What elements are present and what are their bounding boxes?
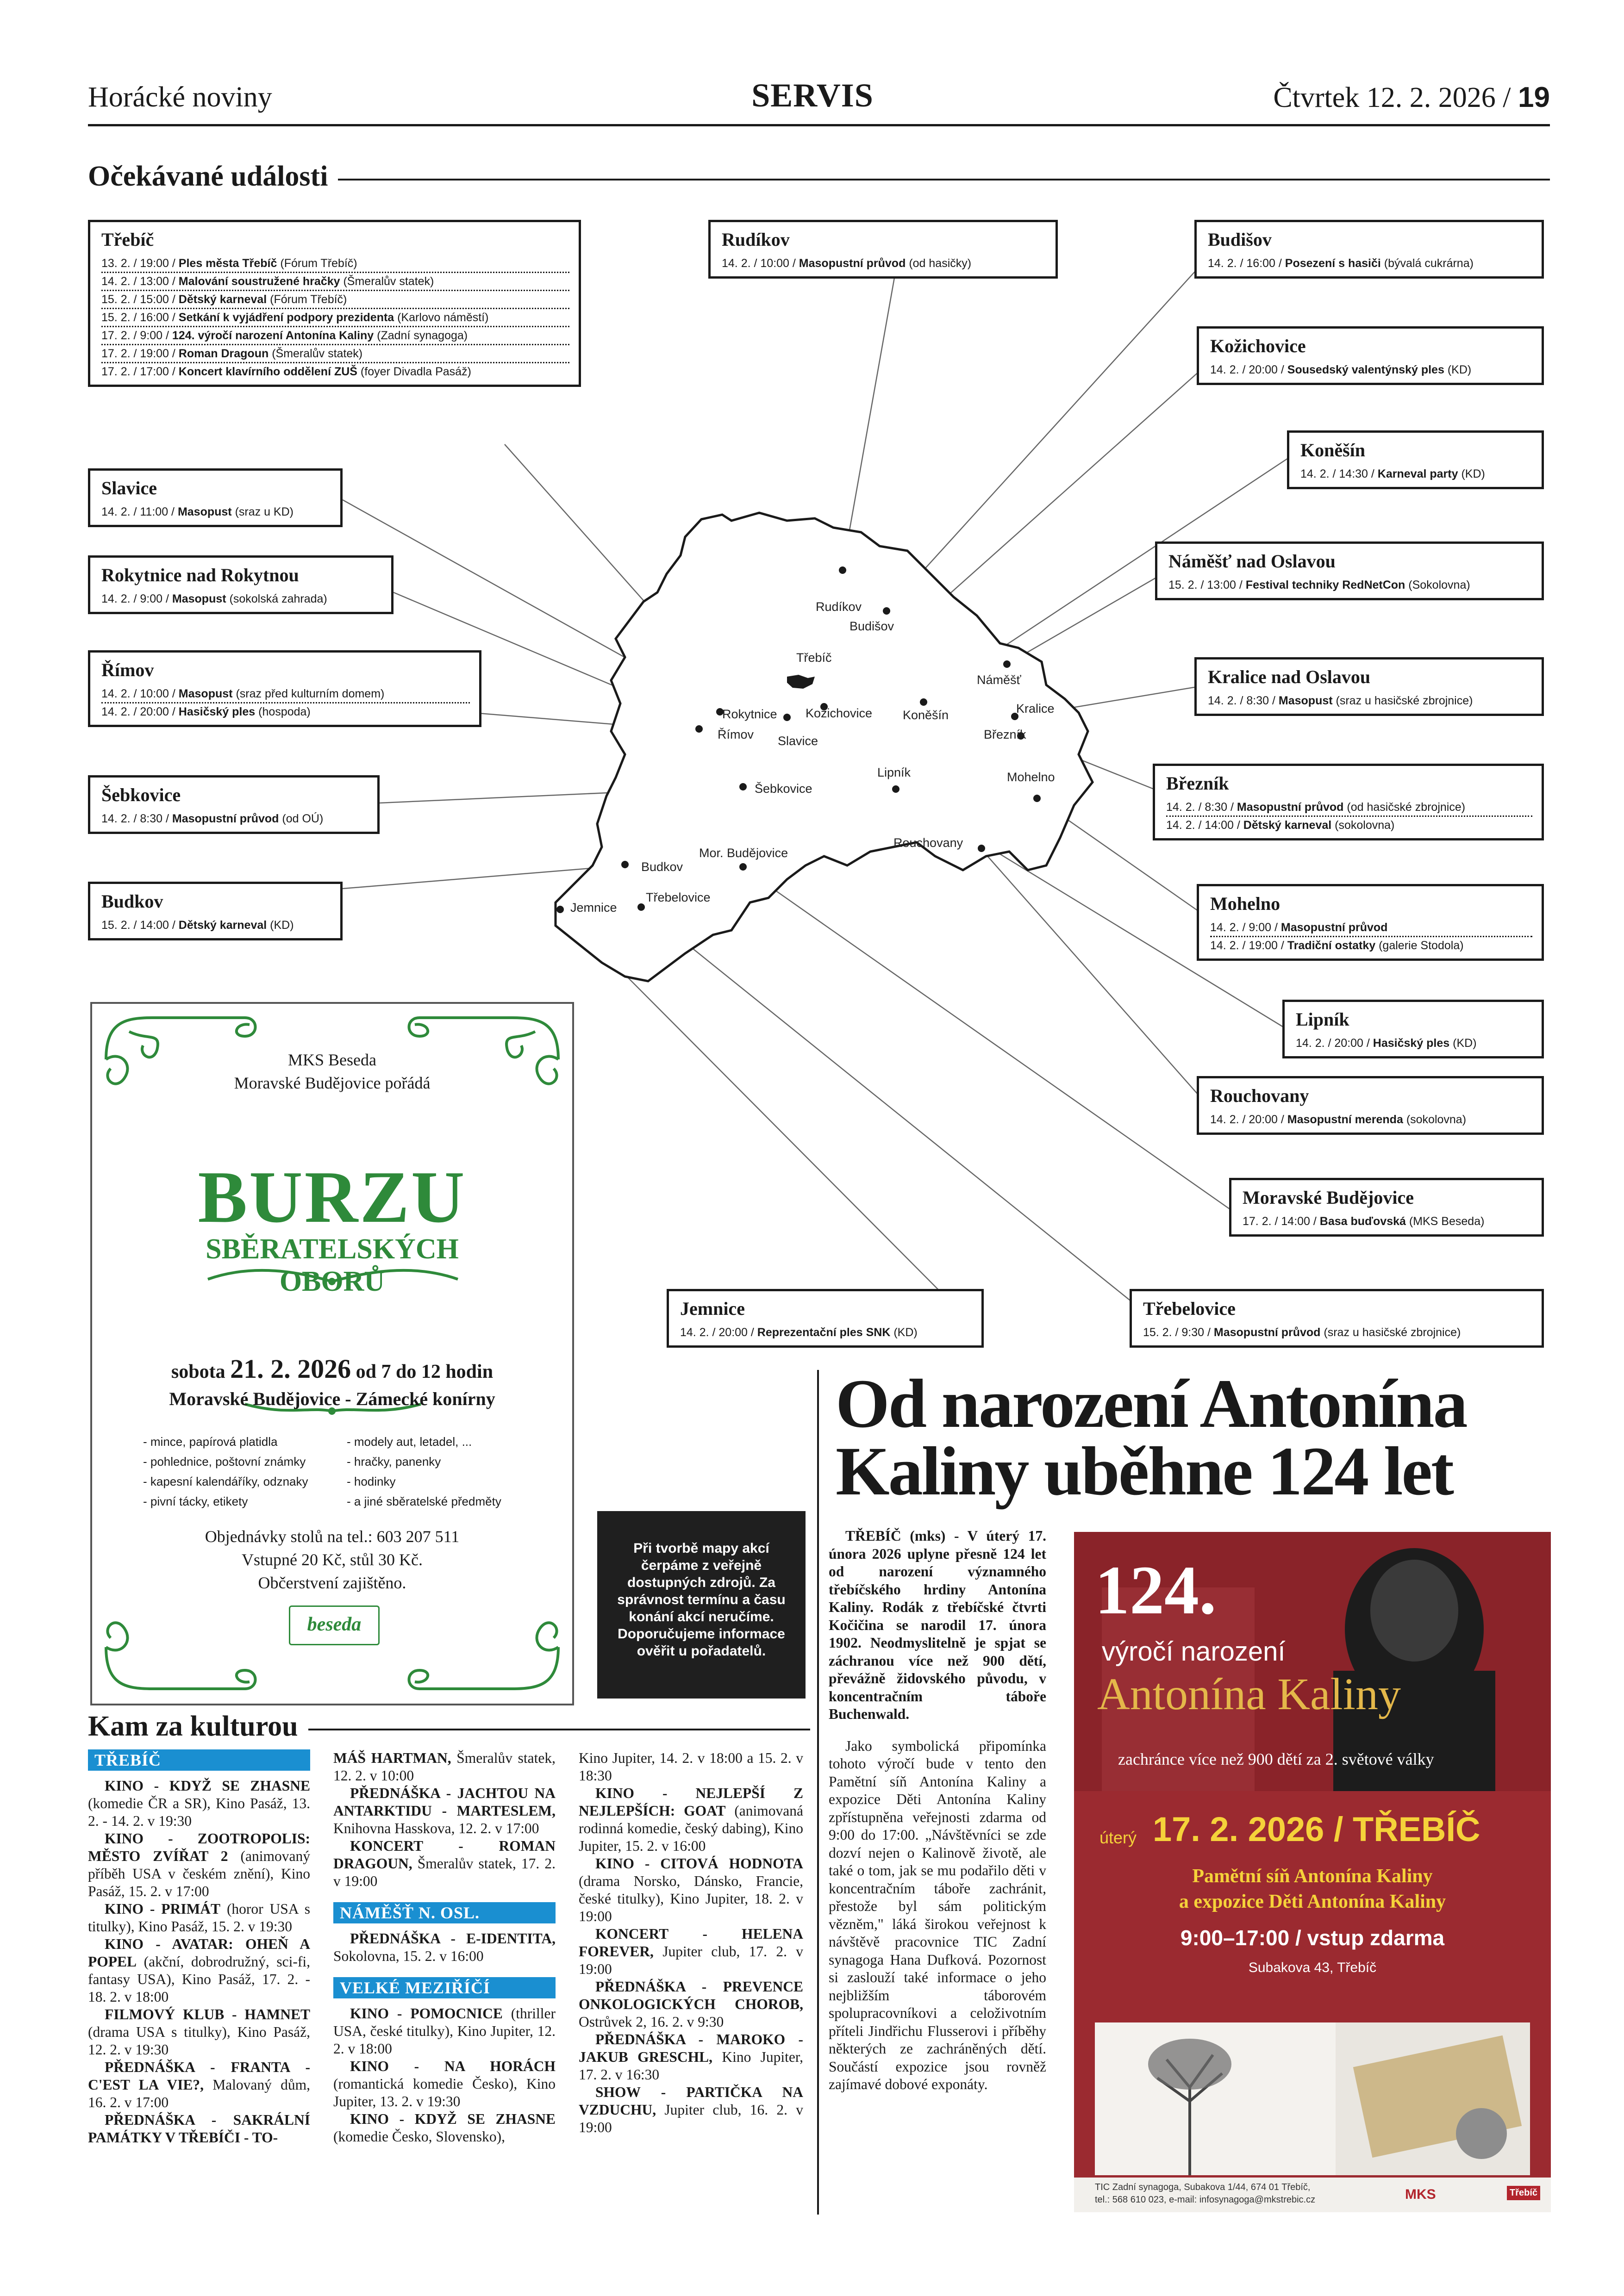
article-divider	[817, 1370, 819, 2215]
event-item: 17. 2. / 19:00 / Roman Dragoun (Šmeralův statek)	[101, 345, 569, 363]
region-outline	[556, 513, 1093, 981]
dot-konesin	[920, 698, 927, 706]
map-label-trebelovice: Třebelovice	[646, 890, 711, 904]
event-box-lipnik	[1282, 1000, 1544, 1058]
event-item: 14. 2. / 11:00 / Masopust (sraz u KD)	[101, 505, 294, 518]
event-box-morbud	[1229, 1178, 1544, 1237]
event-box-kozichovice	[1197, 326, 1544, 385]
ad-time: od 7 do 12 hodin	[356, 1361, 493, 1382]
event-box-trebelovice	[1130, 1289, 1544, 1348]
culture-heading: Kam za kulturou	[88, 1710, 308, 1743]
ad-items-left	[143, 1432, 308, 1512]
poster-day: úterý	[1099, 1828, 1137, 1847]
map-disclaimer: Při tvorbě mapy akcí čerpáme z veřejně dostupných zdrojů. Za správnost termínu a času konání akcí neručíme. Doporučujeme informace ověřit u pořadatelů.	[597, 1511, 806, 1699]
event-item: 17. 2. / 9:00 / 124. výročí narození Antonína Kaliny (Zadní synagoga)	[101, 327, 569, 345]
listing-item: KONCERT - ROMAN DRAGOUN, Šmeralův statek, 17. 2. v 19:00	[333, 1838, 556, 1889]
listing-item: KINO - KDYŽ SE ZHASNE (komedie ČR a SR), Kino Pasáž, 13. 2. - 14. 2. v 19:30	[88, 1778, 310, 1829]
event-box-rudikov	[708, 220, 1058, 279]
poster-sub1: Pamětní síň Antonína Kaliny	[1192, 1866, 1433, 1887]
map-label-lipnik: Lipník	[877, 765, 911, 779]
poster-number: 124.	[1095, 1552, 1217, 1629]
town-name: Jemnice	[680, 1298, 745, 1319]
event-box-slavice	[88, 468, 343, 527]
poster-sub2: a expozice Děti Antonína Kaliny	[1179, 1891, 1446, 1912]
burza-advertisement	[90, 1002, 574, 1705]
ad-item: - mince, papírová platidla	[143, 1435, 278, 1449]
event-item: 14. 2. / 20:00 / Masopustní merenda (sokolovna)	[1210, 1113, 1467, 1126]
listing-item: KINO - POMOCNICE (thriller USA, české titulky), Kino Jupiter, 12. 2. v 18:00	[333, 2005, 556, 2057]
town-name: Březník	[1166, 773, 1229, 794]
ad-item: - kapesní kalendáříky, odznaky	[143, 1475, 308, 1488]
map-label-namest: Náměšť	[977, 673, 1021, 687]
listing-item: PŘEDNÁŠKA - FRANTA - C'EST LA VIE?, Malovaný dům, 16. 2. v 17:00	[88, 2059, 310, 2110]
map-label-rudikov: Rudíkov	[816, 600, 862, 614]
event-item: 17. 2. / 14:00 / Basa buďovská (MKS Beseda)	[1243, 1215, 1485, 1228]
town-name: Náměšť nad Oslavou	[1168, 551, 1336, 572]
mks-logo: MKS	[1405, 2187, 1436, 2202]
town-name: Moravské Budějovice	[1243, 1187, 1414, 1208]
listing-item: KINO - NEJLEPŠÍ Z NEJLEPŠÍCH: GOAT (animovaná rodinná komedie, český dabing), Kino Jupiter, 15. 2. v 16:00	[579, 1785, 803, 1854]
town-name: Budišov	[1208, 229, 1272, 250]
event-box-rokytnice	[88, 555, 394, 614]
poster-footer2: tel.: 568 610 023, e-mail: infosynagoga@mkstrebic.cz	[1095, 2195, 1316, 2205]
ad-date: 21. 2. 2026	[230, 1354, 351, 1384]
listing-item: KINO - CITOVÁ HODNOTA (drama Norsko, Dánsko, Francie, české titulky), Kino Jupiter, 18. 2. v 19:00	[579, 1855, 803, 1924]
event-box-trebic	[88, 220, 581, 387]
map-label-budkov: Budkov	[641, 860, 683, 874]
event-box-rimov	[88, 650, 481, 727]
ad-date-prefix: sobota	[171, 1361, 225, 1382]
listing-item: KINO - AVATAR: OHEŇ A POPEL (akční, dobrodružný, sci-fi, fantasy USA), Kino Pasáž, 17. 2. - 18. 2. v 18:00	[88, 1936, 310, 2005]
dot-morbud	[739, 863, 747, 871]
date-text: Čtvrtek 12. 2. 2026 /	[1273, 82, 1511, 113]
event-box-budisov	[1194, 220, 1544, 279]
listing-item: Kino Jupiter, 14. 2. v 18:00 a 15. 2. v 18:30	[579, 1750, 803, 1784]
article-headline: Od narození Antonína Kaliny uběhne 124 let	[836, 1365, 1467, 1510]
listing-item: KINO - ZOOTROPOLIS: MĚSTO ZVÍŘAT 2 (animovaný příběh USA v českém znění), Kino Pasáž, 15. 2. v 17:00	[88, 1830, 310, 1899]
dot-lipnik	[892, 785, 899, 793]
listing-item: FILMOVÝ KLUB - HAMNET (drama USA s titulky), Kino Pasáž, 12. 2. v 19:30	[88, 2006, 310, 2058]
poster-hours: 9:00–17:00 / vstup zdarma	[1180, 1926, 1445, 1950]
ad-place: Moravské Budějovice - Zámecké konírny	[169, 1388, 495, 1409]
listing-item: PŘEDNÁŠKA - JACHTOU NA ANTARKTIDU - MARTESLEM, Knihovna Hasskova, 12. 2. v 17:00	[333, 1785, 556, 1836]
town-name: Kožichovice	[1210, 336, 1306, 356]
event-item: 14. 2. / 9:00 / Masopust (sokolská zahrada)	[101, 592, 327, 605]
listing-item: PŘEDNÁŠKA - MAROKO - JAKUB GRESCHL, Kino Jupiter, 17. 2. v 16:30	[579, 2031, 803, 2083]
ad-item: - a jiné sběratelské předměty	[347, 1494, 501, 1508]
event-item: 14. 2. / 16:00 / Posezení s hasiči (bývalá cukrárna)	[1208, 257, 1474, 270]
town-name: Kralice nad Oslavou	[1208, 666, 1371, 687]
event-item: 15. 2. / 13:00 / Festival techniky RedNetCon (Sokolovna)	[1168, 579, 1470, 591]
event-box-rouchovany	[1197, 1076, 1544, 1135]
event-box-konesin	[1287, 430, 1544, 489]
map-label-rimov: Římov	[718, 728, 754, 741]
town-name: Šebkovice	[101, 784, 181, 805]
culture-column-1	[88, 1749, 310, 2147]
town-name: Třebelovice	[1143, 1298, 1236, 1319]
ad-items-right	[347, 1432, 501, 1512]
event-item: 15. 2. / 9:30 / Masopustní průvod (sraz u hasičské zbrojnice)	[1143, 1326, 1461, 1339]
town-name: Třebíč	[101, 229, 154, 250]
dot-rimov	[695, 725, 703, 733]
kalina-anniversary-poster	[1074, 1532, 1551, 2212]
dot-budisov	[883, 607, 890, 615]
ad-title: BURZU	[198, 1156, 467, 1238]
trebic-logo: Třebíč	[1507, 2186, 1540, 2200]
ad-date-line	[92, 1353, 572, 1384]
map-label-jemnice: Jemnice	[570, 901, 617, 915]
poster-footer1: TIC Zadní synagoga, Subakova 1/44, 674 01 Třebíč,	[1095, 2182, 1311, 2192]
map-label-kralice: Kralice	[1016, 702, 1055, 716]
poster-line1: výročí narození	[1102, 1636, 1286, 1667]
event-item: 14. 2. / 8:30 / Masopust (sraz u hasičské zbrojnice)	[1208, 694, 1473, 707]
ad-organizer: MKS Beseda	[288, 1051, 376, 1069]
section-name: SERVIS	[751, 77, 874, 114]
poster-line3: zachránce více než 900 dětí za 2. světové války	[1118, 1750, 1434, 1768]
ad-item: - modely aut, letadel, ...	[347, 1435, 472, 1449]
map-label-kozichovice: Kožichovice	[806, 706, 873, 720]
ad-item: - hodinky	[347, 1475, 396, 1488]
event-item: 14. 2. / 19:00 / Tradiční ostatky (galerie Stodola)	[1210, 939, 1464, 952]
map-label-breznik: Březník	[984, 728, 1026, 741]
event-box-mohelno	[1197, 884, 1544, 961]
dot-sebkovice	[739, 783, 747, 790]
event-box-budkov	[88, 882, 343, 940]
newspaper-name: Horácké noviny	[88, 81, 272, 113]
listing-item: KINO - NA HORÁCH (romantická komedie Česko), Kino Jupiter, 13. 2. v 19:30	[333, 2058, 556, 2109]
town-name: Římov	[101, 660, 154, 680]
listing-item: KINO - PRIMÁT (horor USA s titulky), Kino Pasáž, 15. 2. v 19:30	[88, 1901, 310, 1935]
dot-rouchovany	[978, 845, 985, 852]
event-item: 15. 2. / 16:00 / Setkání k vyjádření podpory prezidenta (Karlovo náměstí)	[101, 309, 569, 327]
dot-trebelovice	[637, 903, 645, 911]
ad-price: Vstupné 20 Kč, stůl 30 Kč.	[242, 1550, 423, 1569]
listing-item: MÁŠ HARTMAN, Šmeralův statek, 12. 2. v 10:00	[333, 1750, 556, 1784]
event-item: 15. 2. / 14:00 / Dětský karneval (KD)	[101, 919, 294, 932]
listing-item: KINO - KDYŽ SE ZHASNE (komedie Česko, Slovensko),	[333, 2111, 556, 2145]
dot-mohelno	[1033, 795, 1041, 802]
town-name: Budkov	[101, 891, 163, 912]
listing-item: SHOW - PARTIČKA NA VZDUCHU, Jupiter club, 16. 2. v 19:00	[579, 2084, 803, 2135]
town-name: Mohelno	[1210, 893, 1280, 914]
map-label-morbud: Mor. Budějovice	[699, 846, 788, 860]
map-label-sebkovice: Šebkovice	[755, 782, 812, 796]
town-name: Slavice	[101, 478, 157, 498]
event-item: 14. 2. / 20:00 / Hasičský ples (KD)	[1296, 1037, 1477, 1050]
event-item: 17. 2. / 17:00 / Koncert klavírního oddělení ZUŠ (foyer Divadla Pasáž)	[101, 365, 471, 378]
event-box-kralice	[1194, 657, 1544, 716]
culture-column-2	[333, 1749, 556, 2146]
ad-organizer-line2: Moravské Budějovice pořádá	[234, 1074, 431, 1092]
article-paragraph: Jako symbolická připomínka tohoto výročí bude v tento den Pamětní síň Antonína Kaliny a expozice Děti Antonína Kaliny zpřístupněna veřejnosti zdarma od 9:00 do 17:00. „Návštěvníci se zde dozví nejen o Kalinově životě, ale také o tom, jak se mu podařilo děti v koncentračním táboře zachránit, přestože byl sám politickým vězněm," láká širokou veřejnost k návštěvě pracovnice TIC Zadní synagoga Hana Dufková. Pozornost si zaslouží také informace o jeho nejbližším táborovém spolupracovníkovi a celoživotním příteli Jindřichu Flusserovi i příběhy některých ze zachráněných dětí. Součástí expozice jsou rovněž zajímavé dobové exponáty.	[829, 1737, 1046, 2092]
event-box-jemnice	[667, 1289, 984, 1348]
events-heading: Očekávané události	[88, 160, 338, 193]
town-name: Rouchovany	[1210, 1085, 1309, 1106]
dot-jemnice	[556, 906, 564, 913]
town-name: Rudíkov	[722, 229, 790, 250]
map-label-budisov: Budišov	[849, 619, 894, 633]
map-label-mohelno: Mohelno	[1007, 770, 1055, 784]
poster-address: Subakova 43, Třebíč	[1248, 1960, 1377, 1975]
medal-icon	[1456, 2108, 1507, 2159]
ad-contact: Objednávky stolů na tel.: 603 207 511	[205, 1527, 460, 1546]
city-header-trebic: TŘEBÍČ	[88, 1749, 310, 1771]
event-item: 14. 2. / 14:30 / Karneval party (KD)	[1300, 467, 1485, 480]
dot-slavice	[783, 714, 791, 721]
event-item: 14. 2. / 13:00 / Malování soustružené hračky (Šmeralův statek)	[101, 273, 569, 291]
city-header-namest: NÁMĚŠŤ N. OSL.	[333, 1902, 556, 1923]
article-lead: TŘEBÍČ (mks) - V úterý 17. února 2026 uplyne přesně 124 let od narození významného třebíčského hrdiny Antonína Kaliny. Rodák z třebíčské čtvrti Kočičina se narodil 17. února 1902. Neodmyslitelně je spjat se záchranou více než 900 dětí, převážně židovského původu, v koncentračním táboře Buchenwald.	[829, 1528, 1046, 1722]
town-name: Lipník	[1296, 1009, 1349, 1030]
article-body	[829, 1527, 1046, 2108]
map-label-rokytnice: Rokytnice	[722, 707, 777, 721]
ad-item: - pivní tácky, etikety	[143, 1494, 248, 1508]
town-name: Rokytnice nad Rokytnou	[101, 565, 299, 585]
map-label-slavice: Slavice	[778, 734, 818, 748]
culture-column-3	[579, 1749, 803, 2136]
event-item: 13. 2. / 19:00 / Ples města Třebíč (Fórum Třebíč)	[101, 255, 569, 273]
event-item: 14. 2. / 20:00 / Reprezentační ples SNK (KD)	[680, 1326, 918, 1339]
beseda-logo: beseda	[289, 1605, 380, 1645]
town-name: Koněšín	[1300, 440, 1366, 460]
map-label-konesin: Koněšín	[903, 708, 949, 722]
poster-date: 17. 2. 2026 / TŘEBÍČ	[1153, 1810, 1480, 1848]
ad-item: - pohlednice, poštovní známky	[143, 1455, 306, 1468]
dot-namest	[1003, 660, 1011, 668]
listing-item: PŘEDNÁŠKA - PREVENCE ONKOLOGICKÝCH CHOROB, Ostrůvek 2, 16. 2. v 9:30	[579, 1979, 803, 2030]
poster-name: Antonína Kaliny	[1097, 1669, 1401, 1719]
city-header-velke-mezirici: VELKÉ MEZIŘÍČÍ	[333, 1977, 556, 1998]
map-label-rouchovany: Rouchovany	[893, 836, 963, 850]
map-label-trebic: Třebíč	[796, 651, 832, 665]
page-number: 19	[1518, 81, 1550, 113]
ad-title-line3: OBORŮ	[279, 1266, 385, 1297]
listing-item: PŘEDNÁŠKA - SAKRÁLNÍ PAMÁTKY V TŘEBÍČI - TO-	[88, 2112, 310, 2146]
event-item: 15. 2. / 15:00 / Dětský karneval (Fórum Třebíč)	[101, 291, 569, 309]
event-item: 14. 2. / 8:30 / Masopustní průvod (od hasičské zbrojnice)	[1166, 799, 1532, 817]
event-item: 14. 2. / 20:00 / Hasičský ples (hospoda)	[101, 705, 311, 718]
event-item: 14. 2. / 10:00 / Masopust (sraz před kulturním domem)	[101, 685, 470, 703]
ad-title-line2: SBĚRATELSKÝCH	[206, 1233, 459, 1265]
event-item: 14. 2. / 20:00 / Sousedský valentýnský ples (KD)	[1210, 363, 1472, 376]
listing-item: PŘEDNÁŠKA - E-IDENTITA, Sokolovna, 15. 2. v 16:00	[333, 1930, 556, 1964]
event-box-breznik	[1153, 764, 1544, 840]
event-box-namest	[1155, 541, 1544, 600]
ad-refreshment: Občerstvení zajištěno.	[258, 1574, 406, 1592]
event-item: 14. 2. / 9:00 / Masopustní průvod	[1210, 919, 1532, 937]
event-item: 14. 2. / 14:00 / Dětský karneval (sokolovna)	[1166, 819, 1395, 832]
event-box-sebkovice	[88, 775, 380, 834]
dot-budkov	[621, 861, 629, 868]
event-item: 14. 2. / 8:30 / Masopustní průvod (od OÚ)	[101, 812, 324, 825]
ad-item: - hračky, panenky	[347, 1455, 441, 1468]
dot-rudikov	[839, 566, 846, 574]
listing-item: KONCERT - HELENA FOREVER, Jupiter club, 17. 2. v 19:00	[579, 1926, 803, 1977]
event-item: 14. 2. / 10:00 / Masopustní průvod (od hasičky)	[722, 257, 972, 270]
